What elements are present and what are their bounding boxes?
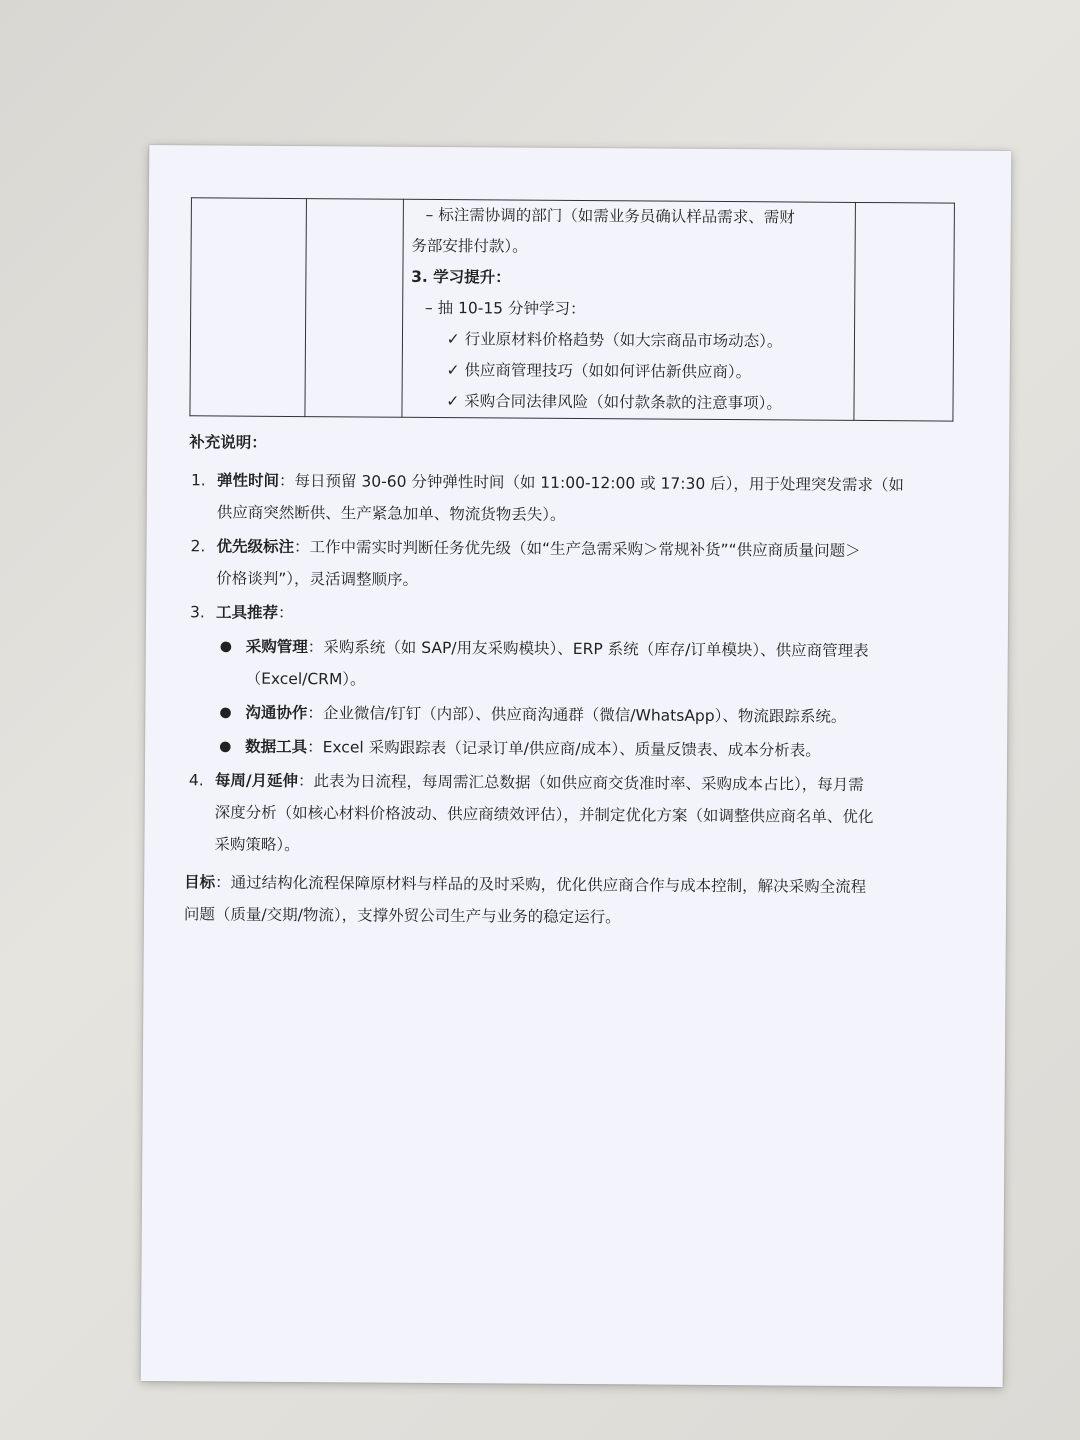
detail-line: 务部安排付款）。 xyxy=(411,236,528,256)
task-cell xyxy=(305,199,403,418)
tool-item xyxy=(185,630,955,699)
note-item xyxy=(184,764,955,865)
note-item xyxy=(186,596,956,633)
goal-label: 目标 xyxy=(184,873,216,892)
goal-paragraph xyxy=(184,866,954,935)
goal-text: 问题（质量/交期/物流），支撑外贸公司生产与业务的稳定运行。 xyxy=(183,905,621,927)
note-text: ：此表为日流程，每周需汇总数据（如供应商交货准时率、采购成本占比），每月需 xyxy=(297,772,864,795)
bullet-icon: ● xyxy=(219,638,233,655)
bullet-icon: ● xyxy=(219,738,232,755)
note-text: ： xyxy=(278,603,294,623)
note-number: 3. xyxy=(190,603,205,622)
tool-text: （Excel/CRM）。 xyxy=(245,669,366,689)
note-text: 深度分析（如核心材料价格波动、供应商绩效评估），并制定优化方案（如调整供应商名单、优化 xyxy=(214,803,874,827)
goal-text: ：通过结构化流程保障原材料与样品的及时采购，优化供应商合作与成本控制，解决采购全流程 xyxy=(215,873,867,897)
note-label: 优先级标注 xyxy=(216,537,295,557)
schedule-table xyxy=(189,197,955,421)
note-label: 工具推荐 xyxy=(216,603,279,622)
note-text: ：工作中需实时判断任务优先级（如“生产急需采购＞常规补货”“供应商质量问题＞ xyxy=(293,538,861,560)
paper-sheet xyxy=(141,145,1012,1387)
detail-cell xyxy=(402,199,856,420)
supplementary-notes xyxy=(184,426,957,935)
document-content xyxy=(184,197,959,935)
note-label: 每周/月延伸 xyxy=(214,771,299,791)
tool-text: ：企业微信/钉钉（内部）、供应商沟通群（微信/WhatsApp）、物流跟踪系统。 xyxy=(307,704,847,726)
tool-label: 沟通协作 xyxy=(245,703,308,723)
tool-text: ：采购系统（如 SAP/用友采购模块）、ERP 系统（库存/订单模块）、供应商管理表 xyxy=(307,638,869,661)
tool-item xyxy=(185,696,955,733)
notes-title: 补充说明： xyxy=(189,433,267,452)
note-label: 弹性时间 xyxy=(216,471,280,490)
detail-line-check: ✓ 行业原材料价格趋势（如大宗商品市场动态）。 xyxy=(446,330,783,351)
tool-label: 数据工具 xyxy=(245,737,308,757)
note-text: 价格谈判”），灵活调整顺序。 xyxy=(216,569,419,589)
note-text: 采购策略）。 xyxy=(214,835,300,855)
tool-label: 采购管理 xyxy=(245,637,308,657)
detail-line: – 标注需协调的部门（如需业务员确认样品需求、需财 xyxy=(425,205,795,227)
note-item xyxy=(187,464,957,533)
note-text: 供应商突然断供、生产紧急加单、物流货物丢失）。 xyxy=(216,503,566,524)
detail-line-heading: 3. 学习提升： xyxy=(411,267,511,287)
tool-item xyxy=(185,730,955,767)
remark-cell xyxy=(854,202,954,421)
detail-line: – 抽 10-15 分钟学习： xyxy=(424,298,586,319)
note-number: 1. xyxy=(190,471,206,490)
note-number: 2. xyxy=(190,537,206,556)
table-row xyxy=(190,198,955,421)
note-item xyxy=(186,530,956,599)
bullet-icon: ● xyxy=(219,704,232,721)
note-number: 4. xyxy=(188,771,204,790)
detail-line-check: ✓ 供应商管理技巧（如如何评估新供应商）。 xyxy=(446,361,752,382)
note-text: ：每日预留 30-60 分钟弹性时间（如 11:00-12:00 或 17:30 后），用于处理突发需求（如 xyxy=(278,471,904,495)
tool-text: ：Excel 采购跟踪表（记录订单/供应商/成本）、质量反馈表、成本分析表。 xyxy=(307,738,821,760)
detail-line-check: ✓ 采购合同法律风险（如付款条款的注意事项）。 xyxy=(446,392,783,413)
time-cell xyxy=(190,198,307,417)
